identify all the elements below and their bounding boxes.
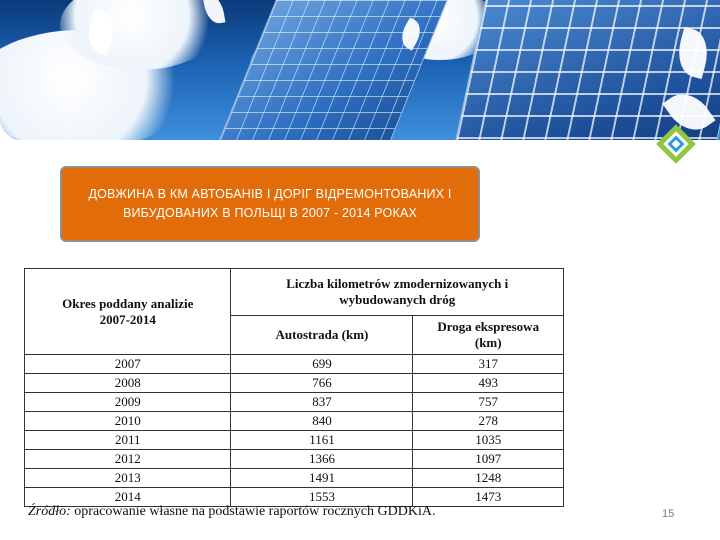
company-logo-icon [656,124,696,164]
table-row [25,393,564,412]
droga-cell: 317 [413,355,564,374]
source-label: Źródło: [28,504,71,519]
autostrada-cell: 766 [231,374,413,393]
table-row [25,469,564,488]
year-cell: 2012 [25,450,231,469]
source-text: opracowanie własne na podstawie raportów rocznych GDDKiA. [74,504,436,519]
autostrada-cell: 1553 [231,488,413,507]
droga-cell: 278 [413,412,564,431]
group-header: Liczba kilometrów zmodernizowanych i wybudowanych dróg [231,269,564,316]
autostrada-cell: 1491 [231,469,413,488]
period-header: Okres poddany analizie 2007-2014 [25,269,231,355]
table-row [25,450,564,469]
droga-cell: 493 [413,374,564,393]
year-cell: 2014 [25,488,231,507]
droga-cell: 1473 [413,488,564,507]
slide-title: ДОВЖИНА В КМ АВТОБАНІВ І ДОРІГ ВІДРЕМОНТОВАНИХ І ВИБУДОВАНИХ В ПОЛЬЩІ В 2007 - 2014 РОКАХ [88,187,452,220]
table-row [25,431,564,450]
year-cell: 2011 [25,431,231,450]
autostrada-cell: 1366 [231,450,413,469]
year-cell: 2008 [25,374,231,393]
source-note [28,504,435,520]
year-cell: 2009 [25,393,231,412]
droga-cell: 1248 [413,469,564,488]
year-cell: 2007 [25,355,231,374]
table-row [25,355,564,374]
page-number: 15 [662,508,675,520]
road-length-table [24,268,564,507]
table-row [25,374,564,393]
slide-title-box [60,166,480,242]
solar-panel-banner [0,0,720,140]
droga-cell: 1035 [413,431,564,450]
droga-header: Droga ekspresowa (km) [413,316,564,355]
autostrada-cell: 1161 [231,431,413,450]
table-row [25,412,564,431]
year-cell: 2010 [25,412,231,431]
autostrada-cell: 699 [231,355,413,374]
droga-cell: 1097 [413,450,564,469]
droga-cell: 757 [413,393,564,412]
autostrada-cell: 840 [231,412,413,431]
year-cell: 2013 [25,469,231,488]
autostrada-header: Autostrada (km) [231,316,413,355]
autostrada-cell: 837 [231,393,413,412]
